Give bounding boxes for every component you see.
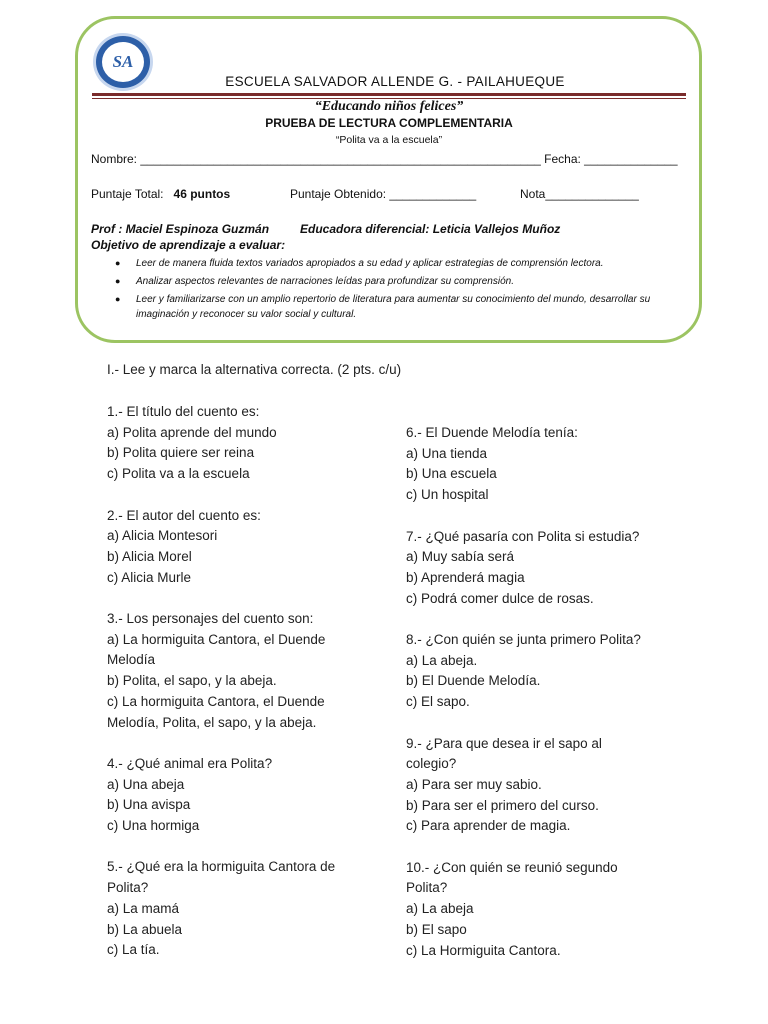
question-text: 9.- ¿Para que desea ir el sapo al colegio? [406, 735, 602, 772]
bullet-icon: ● [115, 294, 121, 304]
question-text: 1.- El título del cuento es: [107, 404, 260, 419]
header-divider [92, 93, 686, 96]
answer-option[interactable]: c) La Hormiguita Cantora. [406, 942, 561, 958]
question-text: 3.- Los personajes del cuento son: [107, 611, 314, 626]
answer-option[interactable]: a) Polita aprende del mundo [107, 424, 277, 440]
school-name: ESCUELA SALVADOR ALLENDE G. - PAILAHUEQUE [225, 74, 565, 89]
objective-item: ● Leer y familiarizarse con un amplio repertorio de literatura para aumentar su conocimiento del mundo, desarrollar su imaginación y reconocer su valor social y cultural. [115, 294, 651, 320]
obtained-score-label: Puntaje Obtenido: [290, 187, 387, 201]
answer-option[interactable]: a) La mamá [107, 900, 180, 916]
question-text: 2.- El autor del cuento es: [107, 507, 261, 523]
total-score-label: Puntaje Total: [91, 187, 164, 201]
obtained-score-field[interactable]: _____________ [389, 187, 477, 201]
questions-column-right [406, 423, 696, 961]
answer-option[interactable]: b) Para ser el primero del curso. [406, 797, 599, 813]
question-text: 6.- El Duende Melodía tenía: [406, 425, 578, 440]
answer-option[interactable]: c) La tía. [107, 942, 160, 958]
answer-option[interactable]: b) Una avispa [107, 797, 191, 813]
objectives-list [113, 256, 683, 325]
answer-option[interactable]: c) Polita va a la escuela [107, 466, 250, 482]
book-title: “Polita va a la escuela” [335, 134, 443, 146]
total-score-row [91, 187, 230, 201]
question-text: 10.- ¿Con quién se reunió segundo Polita? [406, 859, 618, 896]
answer-option[interactable]: a) La abeja. [406, 652, 478, 668]
answer-option[interactable]: c) Podrá comer dulce de rosas. [406, 590, 594, 606]
question-text: 8.- ¿Con quién se junta primero Polita? [406, 632, 641, 647]
name-label: Nombre: [91, 152, 138, 166]
answer-option[interactable]: c) Para aprender de magia. [406, 818, 571, 834]
name-row [91, 152, 678, 166]
test-title: PRUEBA DE LECTURA COMPLEMENTARIA [265, 116, 513, 130]
answer-option[interactable]: c) Un hospital [406, 487, 489, 503]
questions-column-left [107, 402, 397, 961]
total-score-value: 46 puntos [173, 187, 231, 201]
question-text: 7.- ¿Qué pasaría con Polita si estudia? [406, 528, 640, 544]
name-field[interactable]: ____________________________________________________________ [140, 152, 541, 166]
bullet-icon: ● [115, 258, 121, 268]
answer-option[interactable]: b) El sapo [406, 921, 467, 937]
answer-option[interactable]: a) La abeja [406, 901, 474, 917]
answer-option[interactable]: c) Alicia Murle [107, 569, 192, 585]
answer-option[interactable]: b) Aprenderá magia [406, 569, 525, 585]
date-label: Fecha: [544, 152, 581, 166]
grade-row [520, 187, 639, 201]
answer-option[interactable]: a) La hormiguita Cantora, el Duende Melodía [107, 631, 326, 668]
logo-monogram: SA [102, 42, 144, 82]
answer-option[interactable]: c) La hormiguita Cantora, el Duende Melodía, Polita, el sapo, y la abeja. [107, 693, 325, 730]
answer-option[interactable]: c) El sapo. [406, 694, 470, 710]
answer-option[interactable]: a) Alicia Montesori [107, 528, 218, 544]
answer-option[interactable]: a) Para ser muy sabio. [406, 776, 542, 792]
bullet-icon: ● [115, 276, 121, 286]
answer-option[interactable]: c) Una hormiga [107, 818, 200, 834]
objective-label: Objetivo de aprendizaje a evaluar: [91, 238, 286, 252]
objective-item: ● Analizar aspectos relevantes de narraciones leídas para profundizar su comprensión. [115, 276, 514, 287]
grade-label: Nota [520, 187, 546, 201]
objective-item: ● Leer de manera fluida textos variados apropiados a su edad y aplicar estrategias de comprensión lectora. [115, 258, 604, 269]
instruction-text: I.- Lee y marca la alternativa correcta. (2 pts. c/u) [107, 362, 402, 377]
answer-option[interactable]: b) Polita, el sapo, y la abeja. [107, 673, 277, 689]
school-logo [93, 33, 153, 91]
teacher-name: Prof : Maciel Espinoza Guzmán [91, 222, 270, 236]
question-text: 4.- ¿Qué animal era Polita? [107, 755, 273, 771]
answer-option[interactable]: a) Muy sabía será [406, 549, 515, 565]
school-motto: “Educando niños felices” [314, 99, 464, 114]
answer-option[interactable]: b) Polita quiere ser reina [107, 445, 255, 461]
answer-option[interactable]: a) Una tienda [406, 445, 488, 461]
answer-option[interactable]: b) La abuela [107, 921, 183, 937]
question-text: 5.- ¿Qué era la hormiguita Cantora de Polita? [107, 859, 336, 896]
educator-name: Educadora diferencial: Leticia Vallejos Muñoz [300, 222, 561, 236]
grade-field[interactable]: ______________ [545, 187, 639, 201]
answer-option[interactable]: b) Una escuela [406, 466, 497, 482]
date-field[interactable]: ______________ [584, 152, 678, 166]
obtained-score-row [290, 187, 476, 201]
answer-option[interactable]: b) Alicia Morel [107, 548, 192, 564]
answer-option[interactable]: b) El Duende Melodía. [406, 673, 541, 689]
answer-option[interactable]: a) Una abeja [107, 776, 185, 792]
